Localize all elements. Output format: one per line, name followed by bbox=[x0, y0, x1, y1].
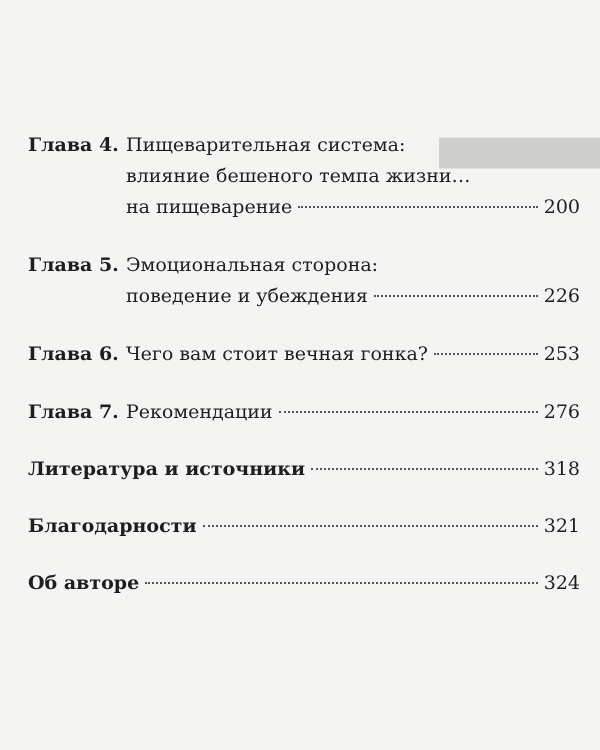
dot-leader bbox=[203, 525, 538, 527]
toc-entry-chapter-5 bbox=[28, 250, 580, 312]
page-number: 318 bbox=[543, 458, 580, 480]
chapter-label: Глава 6. bbox=[28, 343, 119, 365]
page-number: 226 bbox=[543, 285, 580, 307]
toc-entry-literature bbox=[28, 454, 580, 485]
chapter-title-line: Эмоциональная сторона: bbox=[126, 254, 379, 276]
dot-leader bbox=[374, 295, 538, 297]
toc-entry-chapter-4 bbox=[28, 130, 580, 223]
section-label: Литература и источники bbox=[28, 458, 306, 480]
page-number: 324 bbox=[543, 572, 580, 594]
page-number: 321 bbox=[543, 515, 580, 537]
chapter-label: Глава 7. bbox=[28, 401, 119, 423]
toc-entry-chapter-6 bbox=[28, 339, 580, 370]
toc-entry-about-author bbox=[28, 568, 580, 599]
dot-leader bbox=[434, 353, 538, 355]
chapter-title-line: Рекомендации bbox=[126, 401, 273, 423]
toc-entry-acknowledgements bbox=[28, 511, 580, 542]
chapter-label: Глава 4. bbox=[28, 134, 119, 156]
section-label: Благодарности bbox=[28, 515, 197, 537]
toc-entry-chapter-7 bbox=[28, 397, 580, 428]
chapter-title-line: влияние бешеного темпа жизни… bbox=[126, 165, 471, 187]
page-number: 276 bbox=[543, 401, 580, 423]
chapter-title-line: Пищеварительная система: bbox=[126, 134, 406, 156]
bleed-through-heading: ▇▇▇▇▇▇▇ bbox=[438, 134, 600, 169]
dot-leader bbox=[145, 582, 538, 584]
chapter-label: Глава 5. bbox=[28, 254, 119, 276]
dot-leader bbox=[298, 206, 537, 208]
page-number: 200 bbox=[543, 196, 580, 218]
dot-leader bbox=[311, 468, 538, 470]
chapter-title-line: Чего вам стоит вечная гонка? bbox=[126, 343, 428, 365]
chapter-title-line: поведение и убеждения bbox=[126, 285, 368, 307]
dot-leader bbox=[279, 411, 538, 413]
section-label: Об авторе bbox=[28, 572, 140, 594]
table-of-contents bbox=[28, 130, 580, 599]
page-number: 253 bbox=[543, 343, 580, 365]
chapter-title-line: на пищеварение bbox=[126, 196, 293, 218]
